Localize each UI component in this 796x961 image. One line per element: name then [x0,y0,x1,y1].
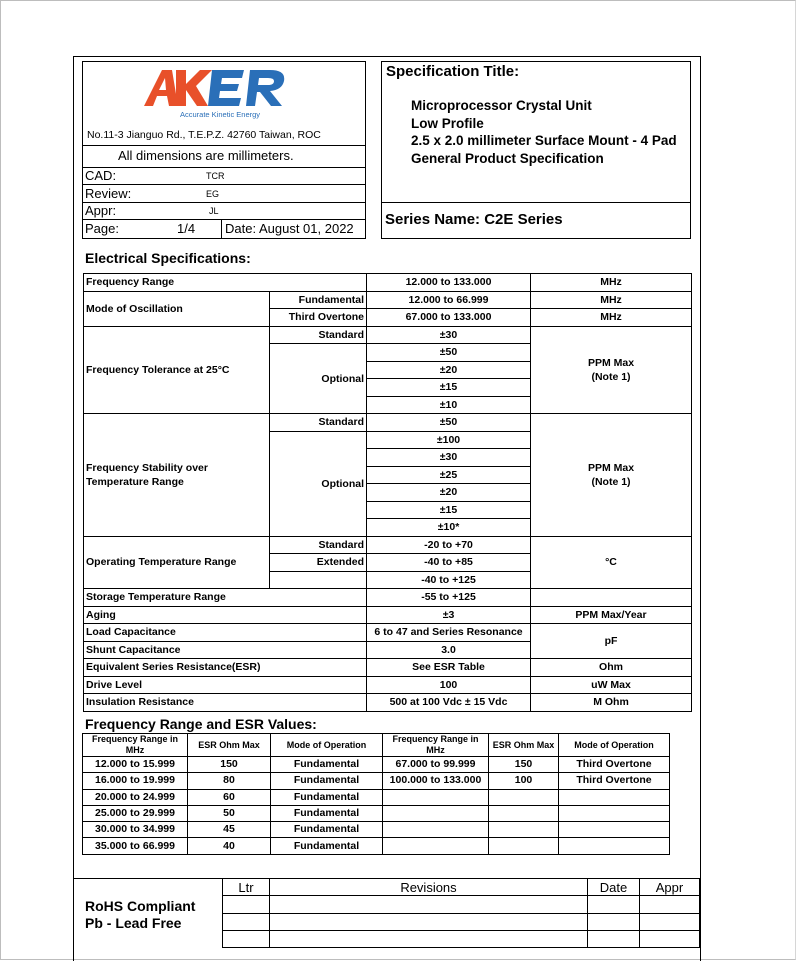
revisions-table [222,878,700,948]
operating-extra-value: -40 to +125 [367,571,531,589]
tolerance-standard-value: ±30 [367,326,531,344]
revisions-header-row [223,879,700,896]
esr-table [82,733,670,855]
table-row [83,838,670,854]
tolerance-optional-label: Optional [270,344,367,414]
tolerance-optional-value: ±50 [367,344,531,362]
drive-label: Drive Level [84,676,367,694]
stability-unit: PPM Max [587,461,635,474]
esr-cell: Fundamental [271,773,383,789]
operating-standard-label: Standard [270,536,367,554]
stability-optional-value: ±10* [367,519,531,537]
operating-extended-label: Extended [270,554,367,572]
table-row [83,789,670,805]
esr-value: See ESR Table [367,659,531,677]
table-row [84,326,692,344]
spec-title-line-1: Microprocessor Crystal Unit [411,98,592,113]
storage-unit [531,589,692,607]
doc-date: Date: August 01, 2022 [225,221,354,236]
operating-label: Operating Temperature Range [84,536,270,589]
cad-value: TCR [206,171,225,181]
esr-cell [489,822,559,838]
stability-optional-value: ±30 [367,449,531,467]
esr-cell: 150 [188,757,271,773]
esr-cell: 45 [188,822,271,838]
mode-third-value: 67.000 to 133.000 [367,309,531,327]
aging-value: ±3 [367,606,531,624]
electrical-heading: Electrical Specifications: [85,250,251,266]
table-row [84,414,692,432]
table-row [84,536,692,554]
esr-cell: Third Overtone [559,773,670,789]
appr-value: JL [209,206,219,216]
table-row [84,694,692,712]
table-row [83,757,670,773]
esr-cell: 25.000 to 29.999 [83,805,188,821]
table-row [83,773,670,789]
table-row [84,676,692,694]
stability-note: (Note 1) [591,475,631,488]
esr-cell [383,805,489,821]
stability-optional-value: ±25 [367,466,531,484]
spec-title-line-3: 2.5 x 2.0 millimeter Surface Mount - 4 Pad [411,133,677,148]
esr-col-header: ESR Ohm Max [188,734,271,757]
esr-cell: Third Overtone [559,757,670,773]
dimensions-note: All dimensions are millimeters. [118,148,294,163]
esr-cell [383,838,489,854]
operating-unit: °C [531,536,692,589]
tolerance-unit-cell [531,326,692,414]
esr-cell: 20.000 to 24.999 [83,789,188,805]
table-row [223,930,700,947]
esr-cell [489,805,559,821]
esr-cell: Fundamental [271,789,383,805]
esr-header-row [83,734,670,757]
stability-optional-value: ±20 [367,484,531,502]
tolerance-standard-label: Standard [270,326,367,344]
freq-range-label: Frequency Range [84,274,367,292]
aging-label: Aging [84,606,367,624]
esr-col-header: Mode of Operation [271,734,383,757]
stability-optional-value: ±100 [367,431,531,449]
esr-cell [559,822,670,838]
esr-cell: 60 [188,789,271,805]
operating-empty-cell [270,571,367,589]
aker-logo [142,66,290,108]
date-header: Date [588,879,640,896]
table-row [84,624,692,642]
table-row [83,822,670,838]
rohs-compliant: RoHS Compliant [85,898,196,914]
esr-cell: 50 [188,805,271,821]
ltr-header: Ltr [223,879,270,896]
esr-cell: Fundamental [271,805,383,821]
capacitance-unit: pF [531,624,692,659]
stability-optional-label: Optional [270,431,367,536]
esr-cell [489,838,559,854]
review-label: Review: [85,186,132,201]
cad-label: CAD: [85,168,117,183]
tolerance-note: (Note 1) [591,370,631,383]
aging-unit: PPM Max/Year [531,606,692,624]
shunt-value: 3.0 [367,641,531,659]
spec-title-line-4: General Product Specification [411,151,604,166]
tolerance-unit: PPM Max [587,356,635,369]
spec-title-label: Specification Title: [386,63,520,80]
esr-cell [559,805,670,821]
esr-cell [489,789,559,805]
esr-cell: Fundamental [271,822,383,838]
esr-cell: 150 [489,757,559,773]
series-name: Series Name: C2E Series [385,211,563,228]
revisions-header: Revisions [270,879,588,896]
electrical-spec-table [83,273,692,712]
esr-cell: 16.000 to 19.999 [83,773,188,789]
table-row [84,659,692,677]
freq-range-value: 12.000 to 133.000 [367,274,531,292]
esr-cell: 100.000 to 133.000 [383,773,489,789]
esr-cell: 30.000 to 34.999 [83,822,188,838]
load-label: Load Capacitance [84,624,367,642]
esr-cell [383,822,489,838]
insulation-label: Insulation Resistance [84,694,367,712]
esr-cell [383,789,489,805]
mode-fund-label: Fundamental [270,291,367,309]
esr-cell: Fundamental [271,838,383,854]
stability-standard-label: Standard [270,414,367,432]
mode-third-label: Third Overtone [270,309,367,327]
table-row [223,913,700,930]
freq-range-unit: MHz [531,274,692,292]
logo-tagline: Accurate Kinetic Energy [180,110,261,119]
shunt-label: Shunt Capacitance [84,641,367,659]
page-label: Page: [85,221,119,236]
storage-value: -55 to +125 [367,589,531,607]
table-row [84,291,692,309]
table-row [83,805,670,821]
table-row [84,606,692,624]
load-value: 6 to 47 and Series Resonance [367,624,531,642]
esr-col-header: ESR Ohm Max [489,734,559,757]
esr-unit: Ohm [531,659,692,677]
tolerance-optional-value: ±10 [367,396,531,414]
esr-col-header: Frequency Range in MHz [83,734,188,757]
esr-cell [559,838,670,854]
mode-fund-value: 12.000 to 66.999 [367,291,531,309]
tolerance-label: Frequency Tolerance at 25°C [84,326,270,414]
esr-col-header: Mode of Operation [559,734,670,757]
stability-label: Frequency Stability over Temperature Range [84,414,270,537]
esr-cell: Fundamental [271,757,383,773]
esr-cell: 35.000 to 66.999 [83,838,188,854]
table-row [84,589,692,607]
insulation-unit: M Ohm [531,694,692,712]
table-row [223,896,700,913]
esr-cell: 40 [188,838,271,854]
operating-standard-value: -20 to +70 [367,536,531,554]
company-address: No.11-3 Jianguo Rd., T.E.P.Z. 42760 Taiwan, ROC [87,129,321,141]
review-value: EG [206,189,220,199]
esr-cell: 67.000 to 99.999 [383,757,489,773]
page-value: 1/4 [177,221,196,236]
spec-title-line-2: Low Profile [411,116,484,131]
esr-cell: 100 [489,773,559,789]
mode-third-unit: MHz [531,309,692,327]
stability-unit-cell [531,414,692,537]
storage-label: Storage Temperature Range [84,589,367,607]
mode-label: Mode of Oscillation [84,291,270,326]
appr-label: Appr: [85,203,117,218]
operating-extended-value: -40 to +85 [367,554,531,572]
insulation-value: 500 at 100 Vdc ± 15 Vdc [367,694,531,712]
pb-lead-free: Pb - Lead Free [85,915,182,931]
tolerance-optional-value: ±15 [367,379,531,397]
drive-unit: uW Max [531,676,692,694]
stability-standard-value: ±50 [367,414,531,432]
esr-label: Equivalent Series Resistance(ESR) [84,659,367,677]
esr-col-header: Frequency Range in MHz [383,734,489,757]
esr-cell [559,789,670,805]
esr-cell: 80 [188,773,271,789]
drive-value: 100 [367,676,531,694]
mode-fund-unit: MHz [531,291,692,309]
esr-heading: Frequency Range and ESR Values: [85,716,317,732]
tolerance-optional-value: ±20 [367,361,531,379]
stability-optional-value: ±15 [367,501,531,519]
esr-cell: 12.000 to 15.999 [83,757,188,773]
appr-header: Appr [640,879,700,896]
table-row [84,274,692,292]
